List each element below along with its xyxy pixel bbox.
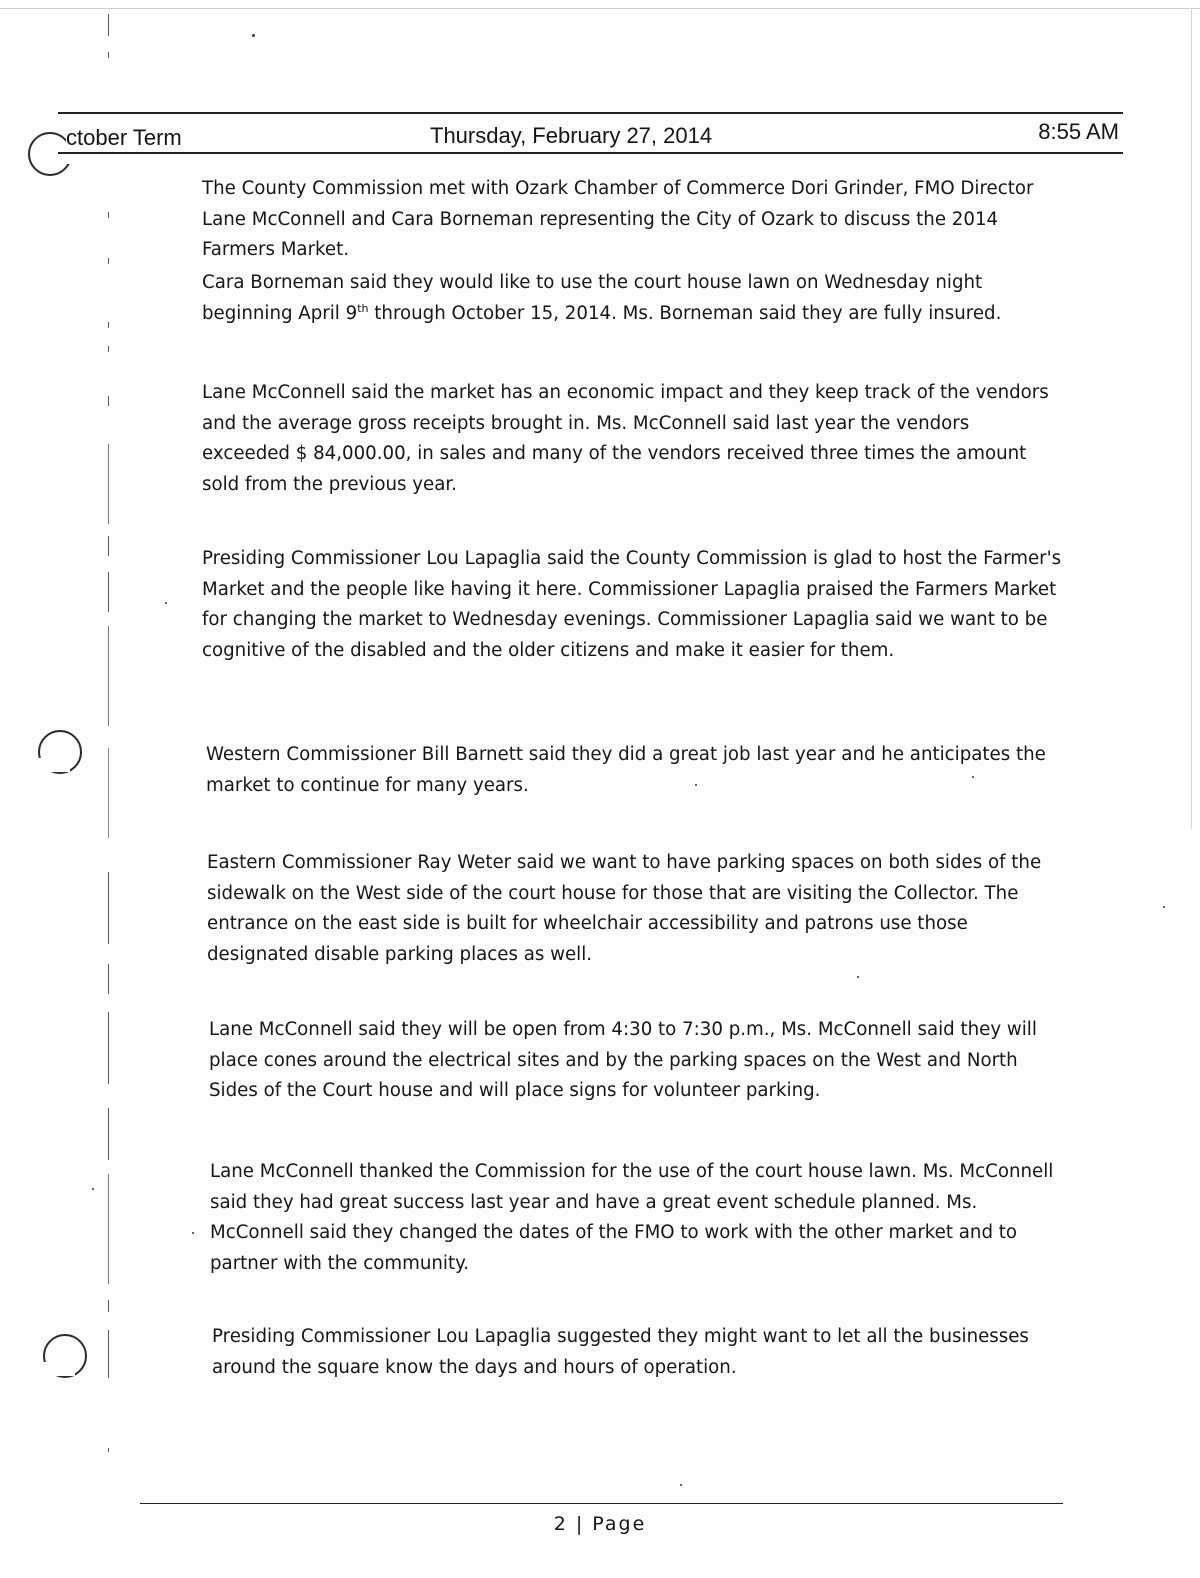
paragraph-text: Cara Borneman said they would like to use the court house lawn on Wednesday night beginning April 9th through October 15, 2014. Ms. Borneman said they are fully insured. [202, 272, 1002, 324]
paragraph-1 [202, 174, 1062, 266]
footer-rule [140, 1503, 1063, 1504]
paragraph-text: Presiding Commissioner Lou Lapaglia suggested they might want to let all the businesses around the square know the days and hours of operation. [212, 1326, 1029, 1378]
hole-gap [41, 1362, 75, 1376]
header-time: 8:55 AM [1038, 119, 1119, 144]
paragraph-6 [207, 848, 1067, 970]
header-rule-bottom [58, 152, 1123, 154]
paragraph-7 [209, 1015, 1069, 1107]
paragraph-3 [202, 378, 1062, 500]
paragraph-text: Western Commissioner Bill Barnett said they did a great job last year and he anticipates the market to continue for many years. [206, 744, 1046, 796]
scan-edge-right [1191, 9, 1192, 829]
paragraph-5 [206, 740, 1066, 801]
page-number: 2 | Page [553, 1513, 647, 1535]
scan-edge-top [0, 8, 1200, 9]
scan-speck [1163, 906, 1165, 908]
paragraph-text: Presiding Commissioner Lou Lapaglia said the County Commission is glad to host the Farmer's Market and the people like having it here. Commissioner Lapaglia praised the Farmers Market for changing the market to Wednesday evenings. Commissioner Lapaglia said we want to be cognitive of the disabled and the older citizens and make it easier for them. [202, 548, 1062, 661]
scan-speck [92, 1188, 94, 1190]
paragraph-4 [202, 544, 1062, 666]
paragraph-9 [212, 1322, 1072, 1383]
header-date: Thursday, February 27, 2014 [430, 123, 713, 148]
paragraph-text: The County Commission met with Ozark Chamber of Commerce Dori Grinder, FMO Director Lane McConnell and Cara Borneman representing the City of Ozark to discuss the 2014 Farmers Market. [202, 178, 1034, 260]
paragraph-text: Lane McConnell said they will be open from 4:30 to 7:30 p.m., Ms. McConnell said they will place cones around the electrical sites and by the parking spaces on the West and North Sides of the Court house and will place signs for volunteer parking. [209, 1019, 1037, 1101]
scan-speck [680, 1484, 682, 1486]
paragraph-text: Eastern Commissioner Ray Weter said we want to have parking spaces on both sides of the sidewalk on the West side of the court house for those that are visiting the Collector. The entrance on the east side is built for wheelchair accessibility and patrons use those designated disable parking places as well. [207, 852, 1042, 965]
scan-speck [165, 602, 167, 604]
header-rule-top [58, 112, 1123, 114]
scan-speck [857, 976, 859, 978]
hole-gap [36, 758, 70, 772]
paragraph-text: Lane McConnell said the market has an economic impact and they keep track of the vendors and the average gross receipts brought in. Ms. McConnell said last year the vendors exceeded $ 84,000.00, in sales and many of the vendors received three times the amount sold from the previous year. [202, 382, 1049, 495]
margin-marks [108, 0, 122, 1578]
scan-speck [192, 1232, 194, 1234]
paragraph-2 [202, 268, 1062, 329]
paragraph-text: Lane McConnell thanked the Commission for the use of the court house lawn. Ms. McConnell said they had great success last year and have a great event schedule planned. Ms. McConnell said they changed the dates of the FMO to work with the other market and to partner with the community. [210, 1161, 1054, 1274]
paragraph-8 [210, 1157, 1070, 1279]
header-term: ctober Term [66, 125, 182, 150]
scan-speck [252, 34, 255, 37]
